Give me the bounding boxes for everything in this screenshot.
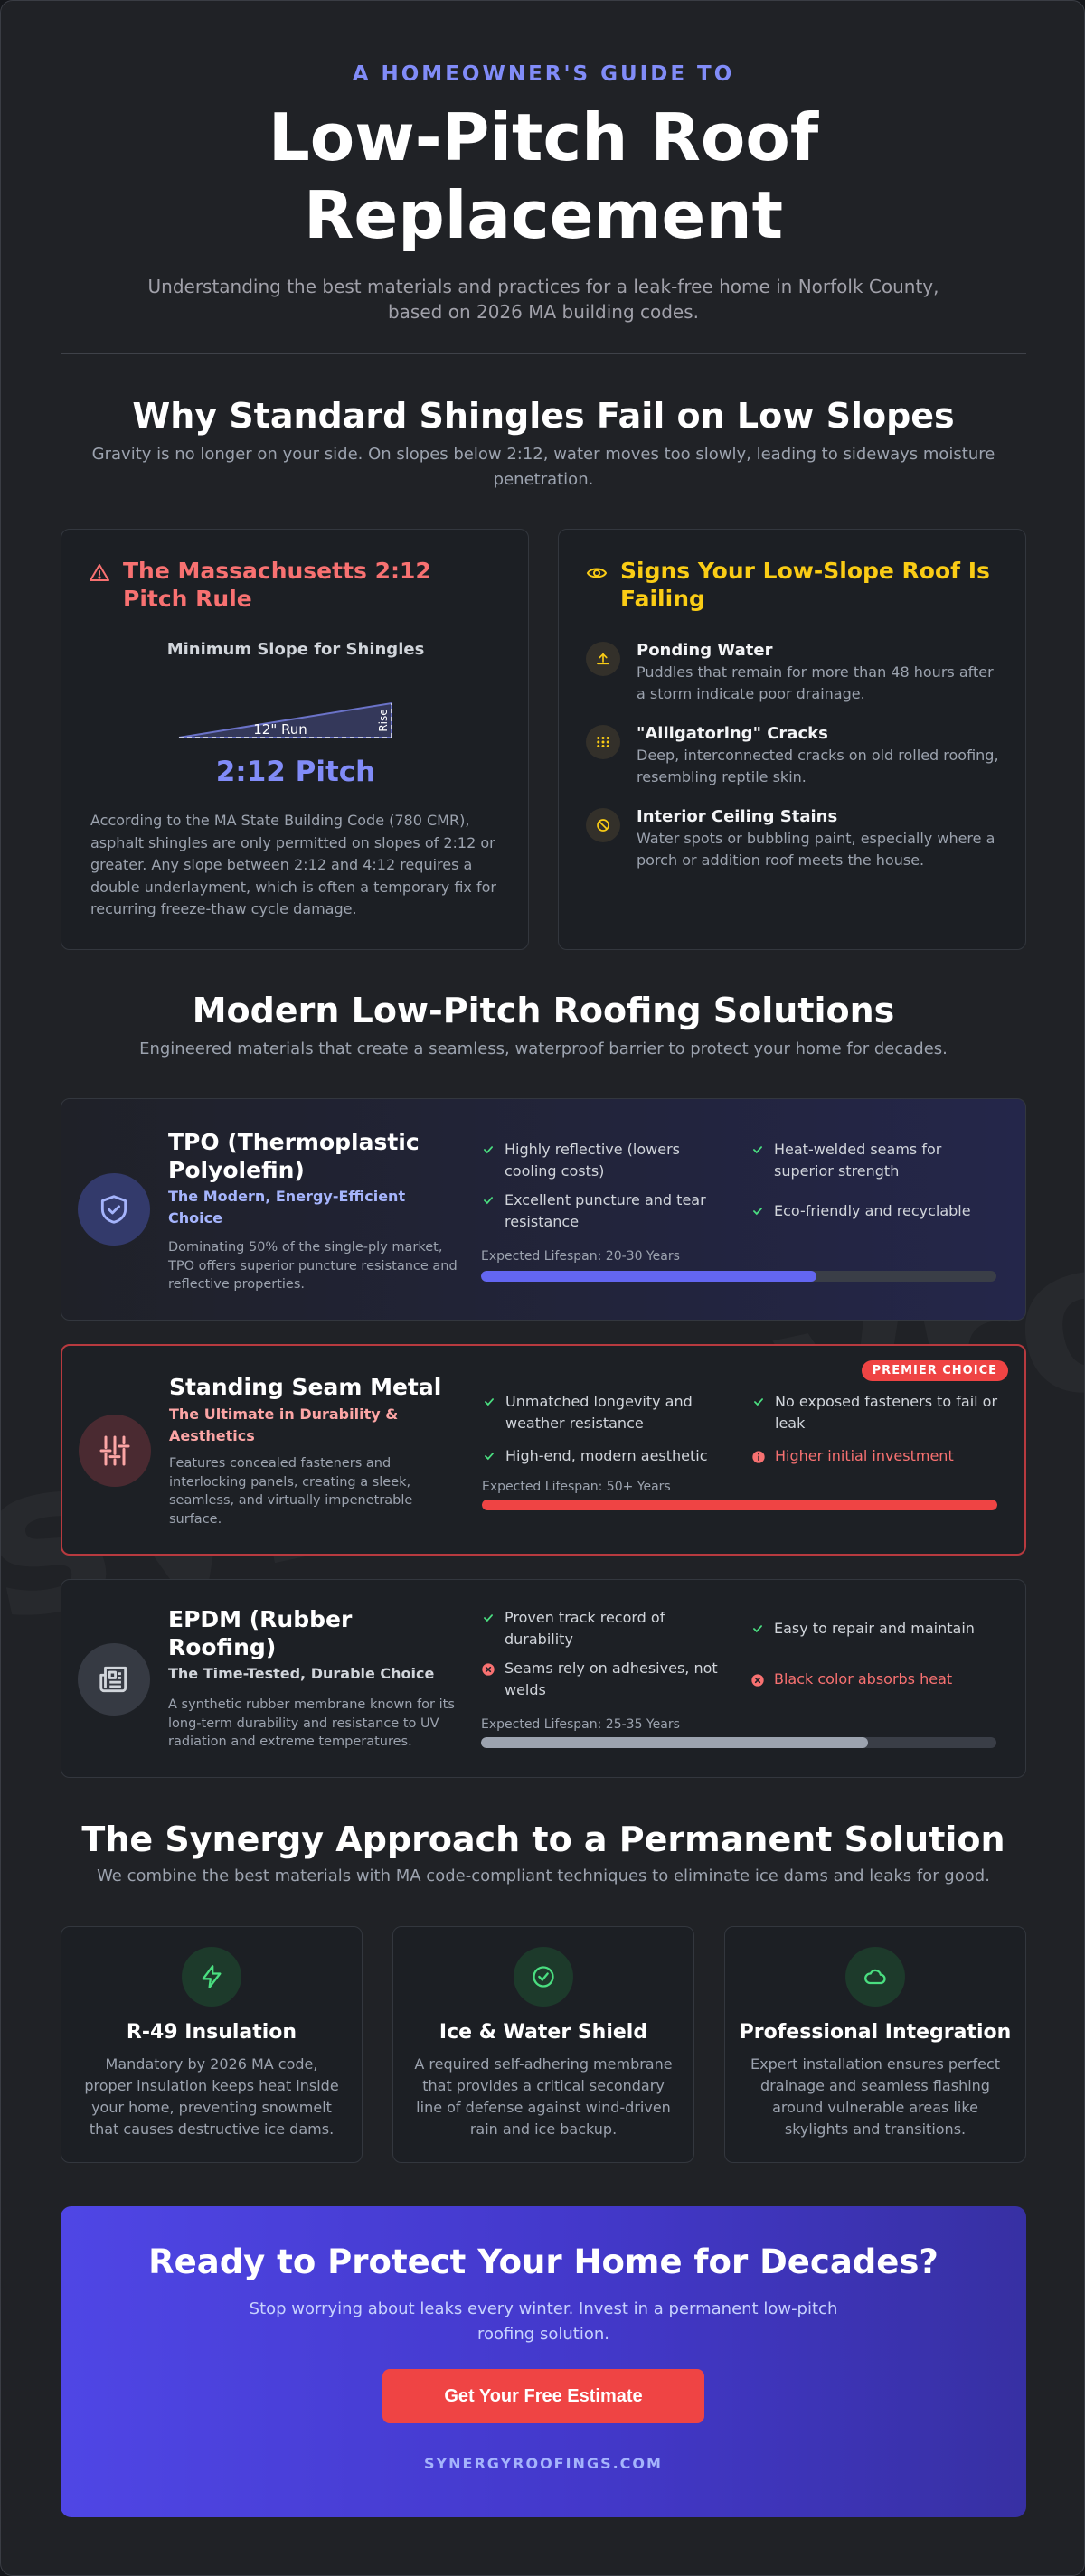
- failure-signs-card: [558, 529, 1026, 950]
- failure-signs-title: Signs Your Low-Slope Roof Is Failing: [620, 558, 990, 612]
- pitch-diagram: [170, 691, 441, 754]
- x-circle-icon: [750, 1669, 765, 1690]
- tpo-lifespan-label: Expected Lifespan: 20-30 Years: [481, 1249, 680, 1264]
- sign-title: "Alligatoring" Cracks: [637, 724, 828, 743]
- grid-dots-icon: [586, 725, 620, 759]
- tpo-solution-card: [61, 1098, 1026, 1321]
- rise-label: Rise: [377, 709, 390, 732]
- feature-item: [481, 1139, 716, 1182]
- cta-subtitle: Stop worrying about leaks every winter. Invest in a permanent low-pitch roofing solution.: [249, 2299, 838, 2344]
- feature-text: Easy to repair and maintain: [774, 1620, 975, 1637]
- website-link[interactable]: SYNERGYROOFINGS.COM: [424, 2455, 663, 2472]
- check-icon: [751, 1391, 766, 1434]
- epdm-solution-card: [61, 1579, 1026, 1778]
- pitch-rule-title: The Massachusetts 2:12 Pitch Rule: [123, 558, 431, 612]
- hero-title-line2: Replacement: [303, 177, 784, 253]
- diagram-title: Minimum Slope for Shingles: [166, 640, 425, 659]
- hero-divider: [61, 353, 1026, 354]
- feature-item: [482, 1391, 726, 1434]
- check-icon: [481, 1607, 495, 1650]
- failure-signs-header: [586, 557, 1002, 613]
- pitch-value: 2:12 Pitch: [215, 756, 376, 788]
- pitch-rule-header: [89, 557, 495, 613]
- warning-triangle-icon: [89, 562, 110, 588]
- feature-item: [751, 1391, 1005, 1434]
- hero-title-line1: Low-Pitch Roof: [268, 99, 819, 175]
- premier-choice-badge: PREMIER CHOICE: [862, 1360, 1008, 1381]
- ban-icon: [586, 808, 620, 842]
- hero-title: [1, 99, 1085, 254]
- cta-banner: [61, 2206, 1026, 2517]
- feature-item: [750, 1669, 1004, 1690]
- synergy-card-integration: [724, 1926, 1026, 2163]
- hero-subtitle: Understanding the best materials and practices for a leak-free home in Norfolk County, based on 2026 MA building codes.: [147, 276, 939, 323]
- solutions-subtitle: Engineered materials that create a seamless, waterproof barrier to protect your home for decades.: [139, 1039, 948, 1058]
- sign-item: [586, 806, 1002, 871]
- metal-name: Standing Seam Metal: [169, 1374, 442, 1400]
- synergy-card-title: Ice & Water Shield: [439, 2021, 648, 2044]
- sliders-icon: [79, 1415, 151, 1487]
- feature-item: [750, 1139, 995, 1182]
- metal-lifespan-label: Expected Lifespan: 50+ Years: [482, 1480, 671, 1494]
- why-subtitle: Gravity is no longer on your side. On slopes below 2:12, water moves too slowly, leading to sideways moisture penetration.: [91, 445, 995, 489]
- feature-text: High-end, modern aesthetic: [505, 1447, 708, 1464]
- feature-text: Excellent puncture and tear resistance: [505, 1191, 706, 1230]
- eye-icon: [586, 562, 608, 588]
- feature-text: No exposed fasteners to fail or leak: [775, 1393, 998, 1432]
- feature-text: Unmatched longevity and weather resistance: [505, 1393, 693, 1432]
- sign-title: Ponding Water: [637, 641, 773, 660]
- sign-desc: Puddles that remain for more than 48 hours after a storm indicate poor drainage.: [637, 663, 994, 702]
- newspaper-icon: [78, 1643, 150, 1716]
- metal-lifespan-fill: [482, 1500, 997, 1510]
- hero-eyebrow: A HOMEOWNER'S GUIDE TO: [352, 62, 735, 86]
- feature-text: Higher initial investment: [775, 1447, 954, 1464]
- sign-item: [586, 640, 1002, 705]
- feature-text: Eco-friendly and recyclable: [774, 1202, 971, 1219]
- check-icon: [481, 1189, 495, 1233]
- sign-title: Interior Ceiling Stains: [637, 807, 838, 826]
- epdm-tagline: The Time-Tested, Durable Choice: [168, 1665, 435, 1682]
- metal-tagline: The Ultimate in Durability & Aesthetics: [169, 1406, 399, 1444]
- feature-text: Black color absorbs heat: [774, 1670, 953, 1688]
- cta-title: Ready to Protect Your Home for Decades?: [148, 2242, 939, 2281]
- tpo-lifespan-bar: [481, 1271, 996, 1282]
- tpo-lifespan-fill: [481, 1271, 816, 1282]
- check-icon: [750, 1618, 765, 1640]
- feature-text: Highly reflective (lowers cooling costs): [505, 1141, 680, 1180]
- epdm-lifespan-bar: [481, 1737, 996, 1748]
- synergy-card-title: Professional Integration: [739, 2021, 1012, 2044]
- tpo-tagline: The Modern, Energy-Efficient Choice: [168, 1188, 406, 1227]
- epdm-lifespan-label: Expected Lifespan: 25-35 Years: [481, 1717, 680, 1732]
- metal-solution-card: [61, 1344, 1026, 1556]
- epdm-desc: A synthetic rubber membrane known for its long-term durability and resistance to UV radiation and extreme temperatures.: [168, 1697, 455, 1749]
- feature-item: [751, 1445, 1005, 1467]
- x-circle-icon: [481, 1658, 495, 1701]
- shield-check-icon: [78, 1173, 150, 1246]
- tpo-name: TPO (Thermoplastic Polyolefin): [168, 1129, 420, 1183]
- feature-text: Proven track record of durability: [505, 1609, 665, 1648]
- check-icon: [750, 1200, 765, 1222]
- synergy-title: The Synergy Approach to a Permanent Solution: [81, 1819, 1005, 1859]
- metal-lifespan-bar: [482, 1500, 997, 1510]
- pitch-rule-card: [61, 529, 529, 950]
- check-icon: [482, 1445, 496, 1467]
- solutions-title: Modern Low-Pitch Roofing Solutions: [192, 991, 895, 1030]
- sign-item: [586, 723, 1002, 788]
- upload-arrow-icon: [586, 642, 620, 676]
- sign-desc: Water spots or bubbling paint, especially where a porch or addition roof meets the house.: [637, 830, 995, 869]
- synergy-card-shield: [392, 1926, 694, 2163]
- lightning-icon: [182, 1947, 241, 2007]
- feature-item: [481, 1189, 716, 1233]
- epdm-lifespan-fill: [481, 1737, 868, 1748]
- synergy-card-title: R-49 Insulation: [126, 2021, 297, 2044]
- synergy-card-desc: Mandatory by 2026 MA code, proper insulation keeps heat inside your home, preventing snowmelt that causes destructive ice dams.: [84, 2055, 339, 2138]
- synergy-subtitle: We combine the best materials with MA code-compliant techniques to eliminate ice dams and leaks for good.: [97, 1866, 990, 1885]
- feature-text: Heat-welded seams for superior strength: [774, 1141, 942, 1180]
- feature-item: [750, 1200, 1004, 1222]
- info-icon: [751, 1445, 766, 1467]
- check-icon: [750, 1139, 765, 1182]
- synergy-card-insulation: [61, 1926, 363, 2163]
- synergy-card-desc: Expert installation ensures perfect drainage and seamless flashing around vulnerable areas like skylights and transitions.: [750, 2055, 1001, 2138]
- check-circle-icon: [514, 1947, 573, 2007]
- why-title: Why Standard Shingles Fail on Low Slopes: [132, 396, 955, 436]
- feature-item: [481, 1658, 734, 1701]
- check-icon: [481, 1139, 495, 1182]
- free-estimate-button[interactable]: Get Your Free Estimate: [382, 2369, 704, 2423]
- epdm-name: EPDM (Rubber Roofing): [168, 1606, 353, 1660]
- feature-item: [482, 1445, 735, 1467]
- feature-item: [481, 1607, 725, 1650]
- pitch-rule-body: According to the MA State Building Code (780 CMR), asphalt shingles are only permitted on slopes of 2:12 or greater. Any slope between 2:12 and 4:12 requires a double underlayment, which is often a temporary fix for recurring freeze-thaw cycle damage.: [90, 812, 496, 917]
- sign-desc: Deep, interconnected cracks on old rolled roofing, resembling reptile skin.: [637, 747, 999, 785]
- check-icon: [482, 1391, 496, 1434]
- feature-item: [750, 1618, 1004, 1640]
- synergy-card-desc: A required self-adhering membrane that provides a critical secondary line of defense against wind-driven rain and ice backup.: [414, 2055, 673, 2138]
- feature-text: Seams rely on adhesives, not welds: [505, 1659, 718, 1698]
- tpo-desc: Dominating 50% of the single-ply market, TPO offers superior puncture resistance and reflective properties.: [168, 1240, 458, 1292]
- cloud-icon: [845, 1947, 905, 2007]
- run-label: 12" Run: [253, 721, 307, 738]
- metal-desc: Features concealed fasteners and interlocking panels, creating a sleek, seamless, and virtually impenetrable surface.: [169, 1456, 413, 1527]
